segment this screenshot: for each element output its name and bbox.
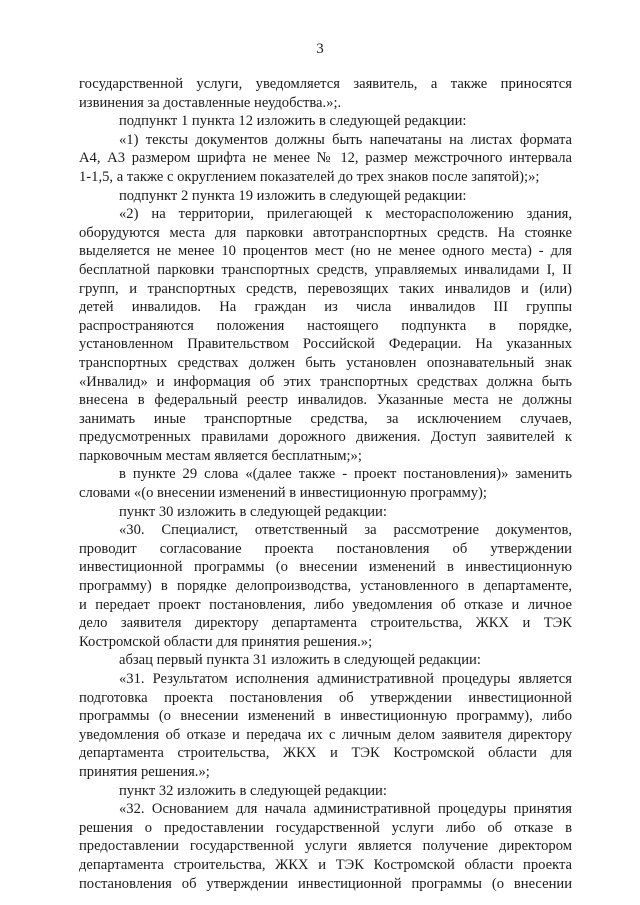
text-line: абзац первый пункта 31 изложить в следующей редакции: bbox=[119, 652, 481, 669]
text-line: уведомления об отказе и передача их с личным делом заявителя директору bbox=[79, 726, 572, 743]
text-line: инвестиционной программы (о внесении изменений в инвестиционную bbox=[79, 559, 572, 576]
text-line: Костромской области для принятия решения.»; bbox=[79, 633, 373, 650]
text-line: программу) в порядке делопроизводства, установленного в департаменте, bbox=[79, 578, 572, 595]
text-line: пункт 32 изложить в следующей редакции: bbox=[119, 782, 387, 799]
text-line: государственной услуги, уведомляется заявитель, а также приносятся bbox=[79, 76, 572, 92]
text-line: «1) тексты документов должны быть напечатаны на листах формата bbox=[119, 131, 572, 148]
text-line: проводит согласование проекта постановления об утверждении bbox=[79, 540, 572, 557]
text-line: «Инвалид» и информация об этих транспортных средствах должна быть bbox=[79, 373, 572, 390]
text-line: занимать иные транспортные средства, за исключением случаев, bbox=[79, 410, 572, 427]
text-line: предоставлении государственной услуги является получение директором bbox=[79, 838, 572, 855]
text-line: дело заявителя директору департамента строительства, ЖКХ и ТЭК bbox=[79, 615, 572, 632]
text-line: «2) на территории, прилегающей к месторасположению здания, bbox=[119, 206, 572, 223]
text-line: выделяется не менее 10 процентов мест (но не менее одного места) - для bbox=[79, 243, 572, 260]
document-body bbox=[79, 75, 572, 893]
page-number: 3 bbox=[316, 41, 324, 57]
text-line: решения о предоставлении государственной услуги либо об отказе в bbox=[79, 819, 572, 836]
text-line: предусмотренных правилами дорожного движения. Доступ заявителей к bbox=[79, 429, 572, 446]
text-line: и передает проект постановления, либо уведомления об отказе и личное bbox=[79, 596, 572, 613]
text-line: детей инвалидов. На граждан из числа инвалидов III группы bbox=[79, 299, 572, 316]
text-line: «32. Основанием для начала административной процедуры принятия bbox=[119, 801, 572, 818]
text-line: установленном Правительством Российской Федерации. На указанных bbox=[79, 336, 572, 353]
text-line: бесплатной парковки транспортных средств, управляемых инвалидами I, II bbox=[79, 261, 572, 278]
text-line: программы (о внесении изменений в инвестиционную программу), либо bbox=[79, 708, 572, 725]
text-line: «31. Результатом исполнения административной процедуры является bbox=[119, 671, 572, 687]
text-line: парковочным местам является бесплатным;»; bbox=[79, 447, 362, 464]
text-line: 1-1,5, а также с округлением показателей до трех знаков после запятой);»; bbox=[79, 168, 540, 185]
text-line: в пункте 29 слова «(далее также - проект постановления)» заменить bbox=[119, 466, 572, 483]
text-line: А4, А3 размером шрифта не менее № 12, размер межстрочного интервала bbox=[79, 150, 572, 167]
text-line: распространяются положения настоящего подпункта в порядке, bbox=[79, 317, 572, 334]
text-line: постановления об утверждении инвестиционной программы (о внесении bbox=[79, 875, 572, 892]
text-line: оборудуются места для парковки автотранспортных средств. На стоянке bbox=[79, 224, 572, 241]
text-line: транспортных средствах должен быть установлен опознавательный знак bbox=[79, 354, 572, 371]
text-line: «30. Специалист, ответственный за рассмотрение документов, bbox=[119, 522, 572, 539]
text-line: принятия решения.»; bbox=[79, 763, 210, 780]
text-line: пункт 30 изложить в следующей редакции: bbox=[119, 503, 387, 520]
text-line: департамента строительства, ЖКХ и ТЭК Костромской области для bbox=[79, 745, 572, 762]
text-line: словами «(о внесении изменений в инвестиционную программу); bbox=[79, 485, 487, 502]
text-line: подпункт 1 пункта 12 изложить в следующей редакции: bbox=[119, 113, 467, 130]
text-line: подготовка проекта постановления об утверждении инвестиционной bbox=[79, 689, 572, 706]
text-line: внесена в федеральный реестр инвалидов. Указанные места не должны bbox=[79, 392, 572, 409]
text-line: подпункт 2 пункта 19 изложить в следующей редакции: bbox=[119, 187, 467, 204]
text-line: групп, и транспортных средств, перевозящих таких инвалидов и (или) bbox=[79, 280, 572, 297]
text-line: департамента строительства, ЖКХ и ТЭК Костромской области проекта bbox=[79, 856, 572, 873]
text-line: извинения за доставленные неудобства.»;. bbox=[79, 94, 342, 111]
